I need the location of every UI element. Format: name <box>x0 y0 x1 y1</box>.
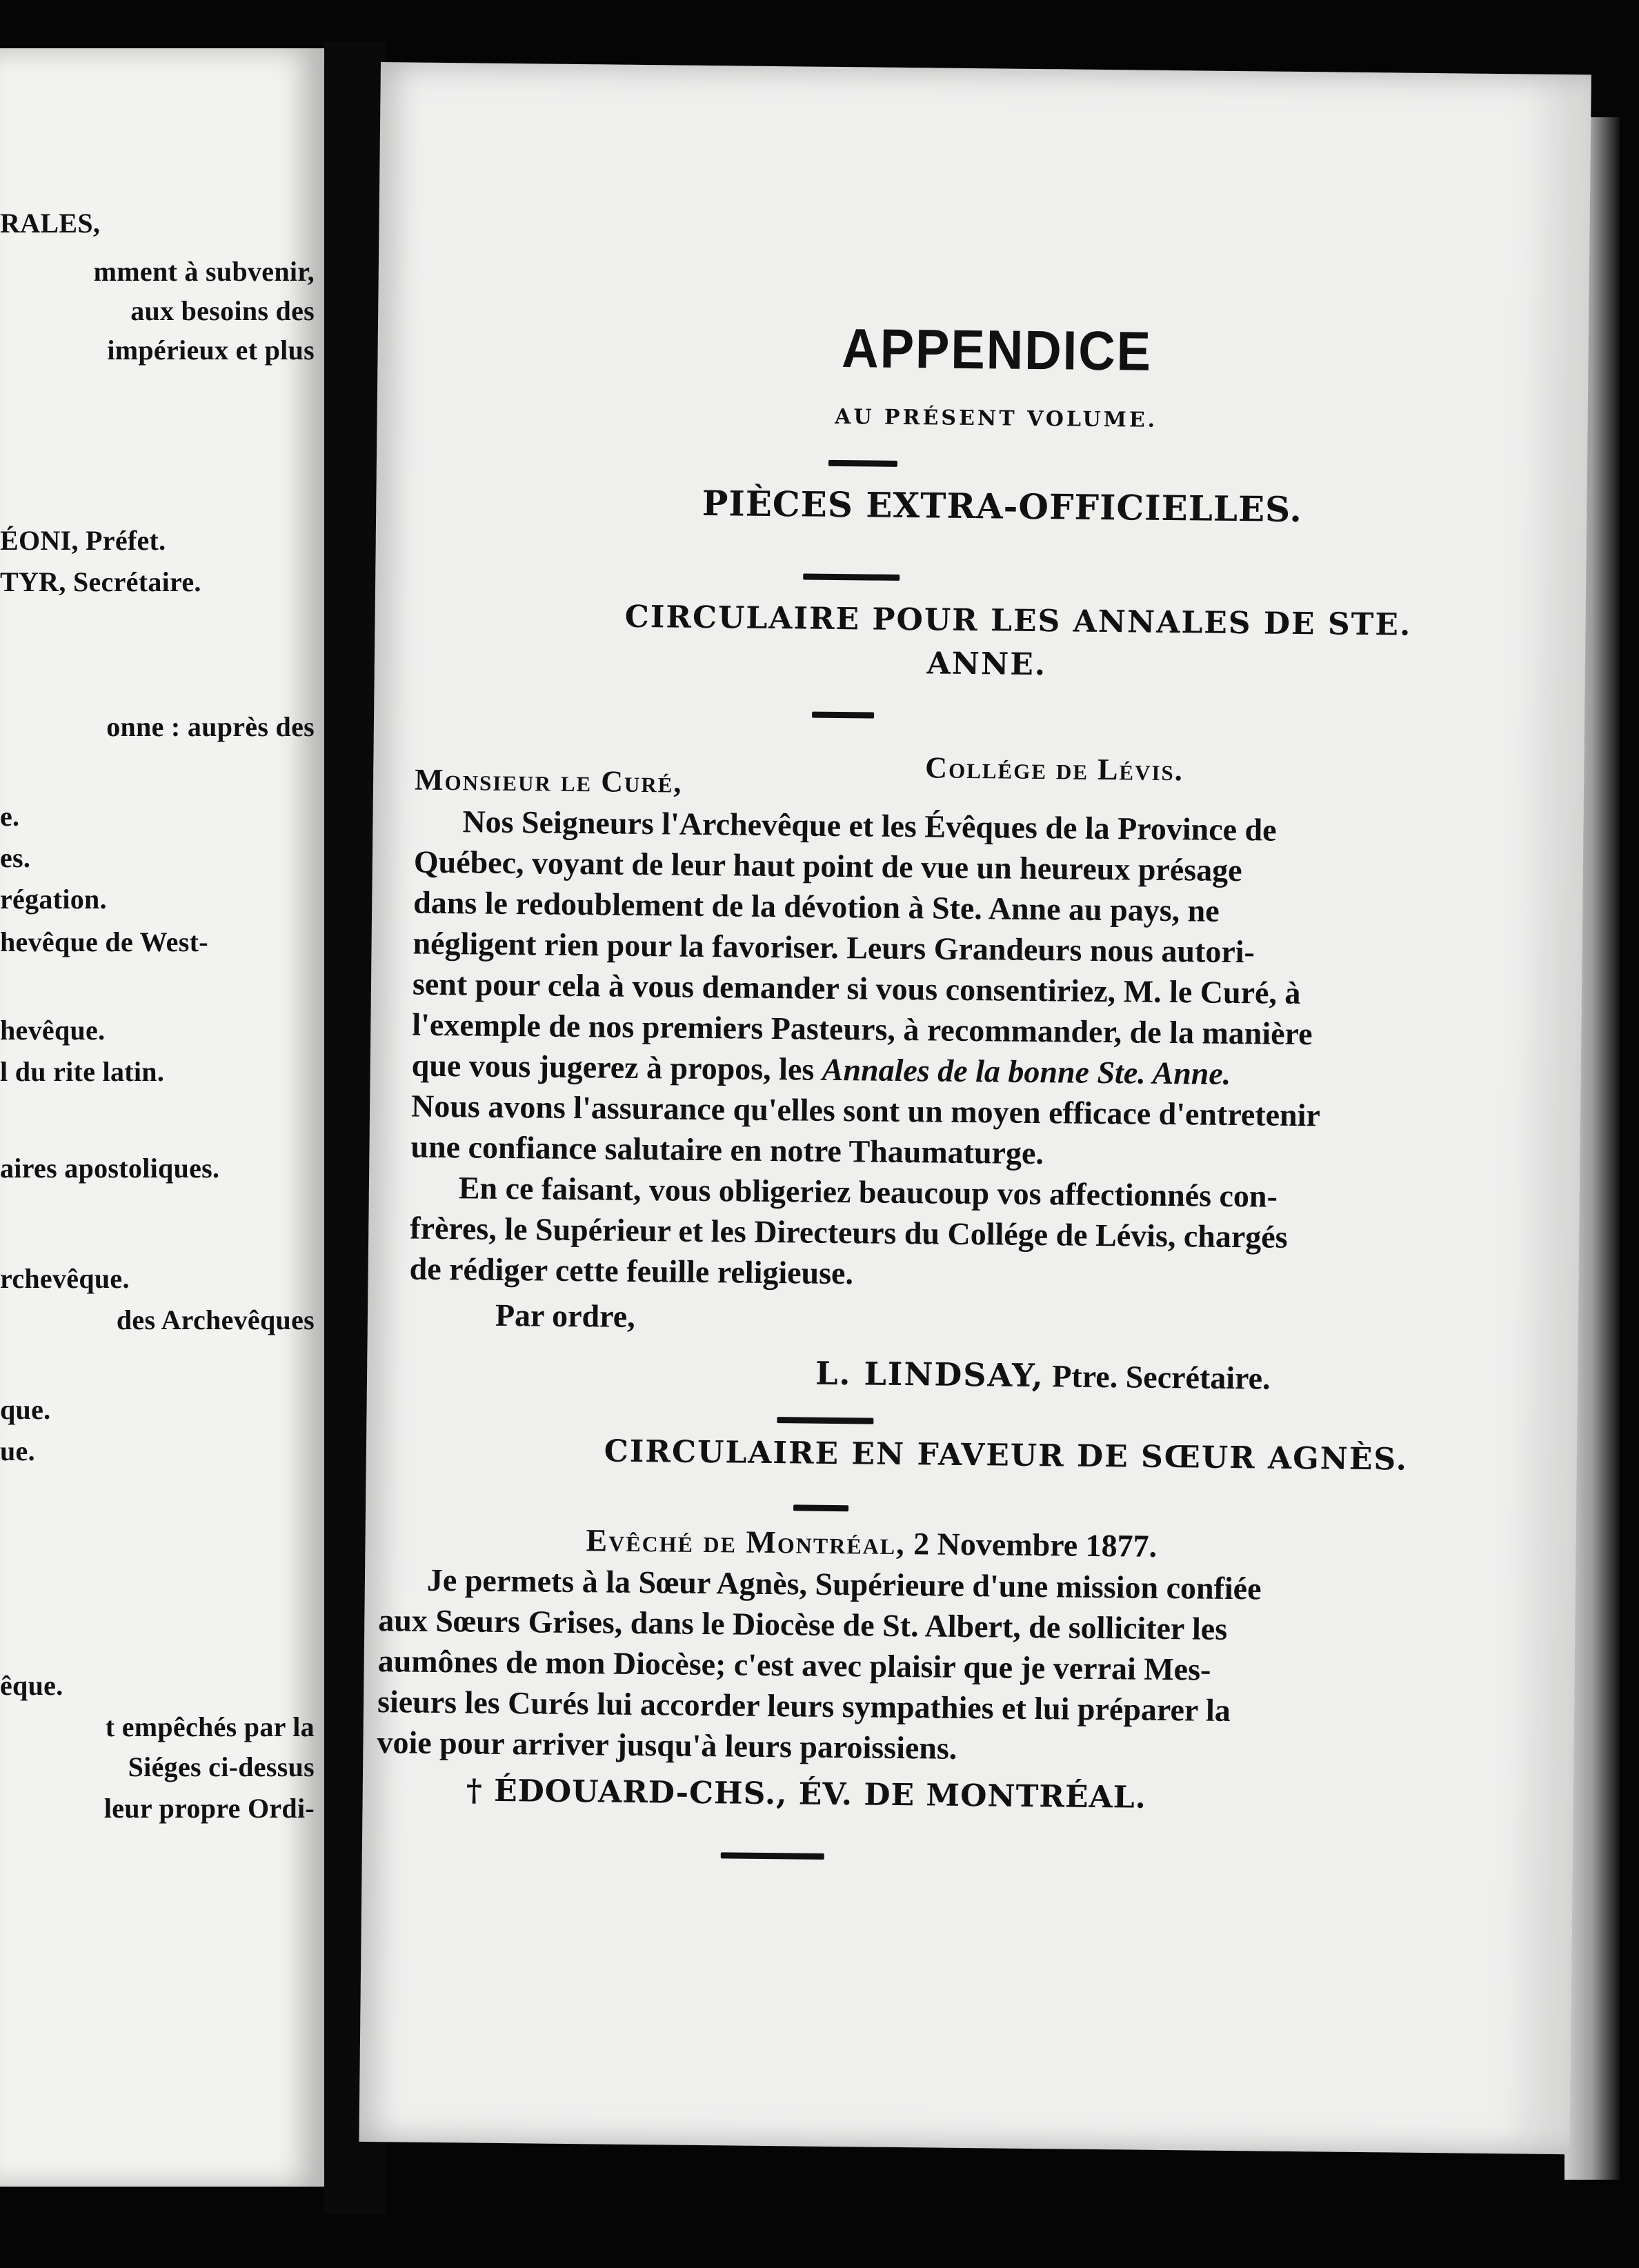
divider-rule <box>803 573 900 580</box>
left-line: aires apostoliques. <box>0 1153 220 1184</box>
body-line: voie pour arriver jusqu'à leurs paroissiens. <box>377 1724 957 1766</box>
place-line: Collége de Lévis. <box>925 750 1184 788</box>
left-line: l du rite latin. <box>0 1056 165 1087</box>
dateline-place: Evêché de Montréal, <box>586 1522 906 1562</box>
left-line: hevêque. <box>0 1015 106 1046</box>
left-line: e. <box>0 801 20 832</box>
circular1-heading-line2: ANNE. <box>926 646 1047 683</box>
body-line: aux Sœurs Grises, dans le Diocèse de St. Albert, de solliciter les <box>378 1602 1228 1647</box>
right-page <box>359 62 1591 2154</box>
annales-title: Annales de la bonne Ste. Anne. <box>822 1051 1231 1091</box>
dateline-date: 2 Novembre 1877. <box>913 1526 1158 1564</box>
left-line: Siéges ci-dessus <box>128 1751 315 1782</box>
dateline <box>586 1520 1157 1566</box>
circular2-heading: CIRCULAIRE EN FAVEUR DE SŒUR AGNÈS. <box>604 1433 1409 1478</box>
appendix-title: APPENDICE <box>841 317 1153 383</box>
circular1-heading-line1: CIRCULAIRE POUR LES ANNALES DE STE. <box>624 599 1412 643</box>
left-line: êque. <box>0 1670 63 1701</box>
section-title: PIÈCES EXTRA-OFFICIELLES. <box>702 482 1303 530</box>
divider-rule <box>828 460 897 467</box>
divider-rule <box>721 1852 824 1860</box>
signature-title: Ptre. Secrétaire. <box>1052 1358 1271 1396</box>
body-line: Nos Seigneurs l'Archevêque et les Évêques de la Province de <box>462 804 1277 848</box>
signature-name: L. LINDSAY, <box>815 1354 1045 1395</box>
body-line: frères, le Supérieur et les Directeurs du Collége de Lévis, chargés <box>410 1210 1288 1255</box>
left-line: mment à subvenir, <box>93 256 315 287</box>
body-line: Nous avons l'assurance qu'elles sont un moyen efficace d'entretenir <box>410 1088 1321 1133</box>
body-line: sent pour cela à vous demander si vous consentiriez, M. le Curé, à <box>412 966 1301 1011</box>
body-line: de rédiger cette feuille religieuse. <box>409 1251 854 1291</box>
body-line: une confiance salutaire en notre Thaumaturge. <box>410 1128 1044 1171</box>
left-line: impérieux et plus <box>107 335 315 366</box>
body-line: Québec, voyant de leur haut point de vue un heureux présage <box>413 844 1242 888</box>
left-line: ÉONI, Préfet. <box>0 525 166 556</box>
left-line: RALES, <box>0 208 101 239</box>
divider-rule <box>777 1417 873 1424</box>
salutation: Monsieur le Curé, <box>414 762 683 799</box>
body-line: sieurs les Curés lui accorder leurs sympathies et lui préparer la <box>377 1684 1231 1729</box>
left-line: t empêchés par la <box>105 1711 315 1742</box>
closing: Par ordre, <box>495 1297 635 1334</box>
left-line: TYR, Secrétaire. <box>0 566 201 597</box>
left-line: onne : auprès des <box>106 711 315 742</box>
left-line: ue. <box>0 1435 35 1466</box>
left-line: aux besoins des <box>130 295 315 326</box>
page-content <box>359 62 1591 2154</box>
left-line: hevêque de West- <box>0 926 208 957</box>
body-line: négligent rien pour la favoriser. Leurs Grandeurs nous autori- <box>413 925 1255 970</box>
signature-line <box>815 1353 1271 1399</box>
body-line: l'exemple de nos premiers Pasteurs, à recommander, de la manière <box>412 1006 1313 1052</box>
divider-rule <box>793 1504 848 1511</box>
left-line: es. <box>0 842 31 873</box>
body-line-text: que vous jugerez à propos, les <box>411 1047 823 1087</box>
left-line: leur propre Ordi- <box>103 1793 315 1824</box>
body-line: aumônes de mon Diocèse; c'est avec plaisir que je verrai Mes- <box>377 1643 1211 1687</box>
left-line: des Archevêques <box>116 1304 315 1335</box>
left-line: régation. <box>0 884 107 915</box>
divider-rule <box>812 712 874 719</box>
left-facing-page <box>0 48 324 2187</box>
left-line: rchevêque. <box>0 1263 130 1294</box>
body-line: Je permets à la Sœur Agnès, Supérieure d'une mission confiée <box>426 1562 1262 1606</box>
left-line: que. <box>0 1394 51 1425</box>
bishop-signature: † ÉDOUARD-CHS., ÉV. DE MONTRÉAL. <box>466 1773 1147 1816</box>
body-line: dans le redoublement de la dévotion à Ste. Anne au pays, ne <box>413 884 1220 928</box>
body-line: En ce faisant, vous obligeriez beaucoup vos affectionnés con- <box>458 1170 1278 1214</box>
appendix-subtitle: AU PRÉSENT VOLUME. <box>834 404 1158 432</box>
